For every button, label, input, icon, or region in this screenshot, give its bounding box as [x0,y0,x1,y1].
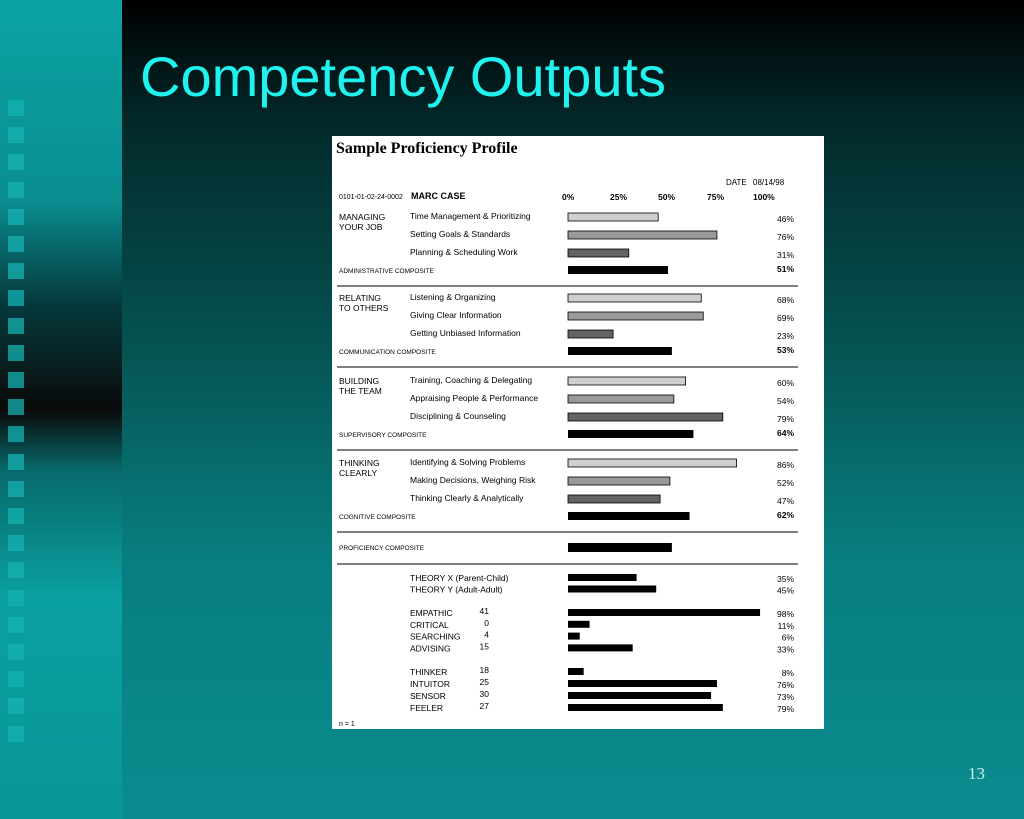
item-label: Appraising People & Performance [410,393,539,403]
lower-row-percent: 35% [776,574,794,584]
decorative-square [8,372,24,388]
item-percent: 47% [776,496,794,506]
scale-label: 50% [658,192,676,202]
composite-label: ADMINISTRATIVE COMPOSITE [339,268,434,275]
item-bar [568,330,613,338]
document-title: Sample Proficiency Profile [336,140,518,157]
decorative-square [8,345,24,361]
item-label: Getting Unbiased Information [410,328,521,338]
lower-row-label: CRITICAL [410,619,449,630]
item-percent: 76% [776,232,794,242]
decorative-square [8,209,24,225]
item-percent: 79% [776,414,794,424]
lower-row-bar [568,621,590,628]
lower-row-bar [568,574,637,581]
group-heading: THE TEAM [339,386,382,396]
item-label: Identifying & Solving Problems [410,457,526,467]
composite-bar [568,266,668,274]
lower-row-percent: 45% [776,585,794,596]
decorative-square [8,454,24,470]
group-heading: MANAGING [339,212,386,222]
scale-label: 25% [610,192,628,202]
group-heading: THINKING [339,458,380,468]
date-value: 08/14/98 [753,178,785,187]
decorative-square [8,318,24,334]
group-heading: YOUR JOB [339,222,383,232]
group-heading: CLEARLY [339,468,378,478]
slide-title: Competency Outputs [140,45,667,108]
composite-percent: 53% [776,345,794,355]
decorative-square [8,508,24,524]
item-bar [568,495,660,503]
lower-row-count: 4 [484,629,489,640]
lower-row-count: 18 [479,665,489,675]
proficiency-profile-document [332,136,824,729]
lower-row-percent: 8% [781,668,794,678]
decorative-square [8,535,24,551]
lower-row-label: THEORY Y (Adult-Adult) [410,584,503,595]
composite-bar [568,512,690,520]
item-bar [568,413,723,421]
composite-label: COGNITIVE COMPOSITE [339,514,416,521]
lower-row-bar [568,668,584,675]
item-label: Time Management & Prioritizing [410,211,531,221]
decorative-square [8,590,24,606]
lower-row-count: 15 [479,641,489,652]
lower-row-count: 25 [479,677,489,687]
decorative-square [8,127,24,143]
item-percent: 31% [776,250,794,260]
item-bar [568,312,703,320]
lower-row-label: ADVISING [410,643,451,654]
decorative-square [8,154,24,170]
lower-row-label: SENSOR [410,691,446,701]
decorative-square [8,263,24,279]
date-label: DATE [726,178,747,187]
item-label: Giving Clear Information [410,310,502,320]
lower-row-label: FEELER [410,703,444,713]
item-percent: 52% [776,478,794,488]
lower-row-bar [568,692,711,699]
proficiency-chart [332,136,824,729]
composite-bar [568,347,672,355]
item-bar [568,231,717,239]
decorative-square [8,236,24,252]
item-label: Making Decisions, Weighing Risk [410,475,536,485]
page-number: 13 [968,764,985,783]
item-label: Disciplining & Counseling [410,411,506,421]
decorative-square [8,671,24,687]
lower-row-percent: 73% [776,692,794,702]
lower-row-bar [568,633,580,640]
lower-row-bar [568,680,717,687]
lower-row-percent: 6% [781,632,794,643]
item-bar [568,294,701,302]
item-percent: 54% [776,396,794,406]
item-percent: 69% [776,313,794,323]
item-percent: 68% [776,295,794,305]
decorative-square [8,562,24,578]
item-percent: 60% [776,378,794,388]
composite-percent: 62% [776,510,794,520]
item-bar [568,377,686,385]
decorative-square [8,644,24,660]
item-bar [568,249,629,257]
decorative-square [8,182,24,198]
decorative-square [8,726,24,742]
composite-label: COMMUNICATION COMPOSITE [339,349,436,356]
composite-label: SUPERVISORY COMPOSITE [339,432,427,439]
person-name: MARC CASE [411,191,466,201]
item-bar [568,477,670,485]
lower-row-bar [568,644,633,651]
lower-row-percent: 98% [776,609,794,619]
item-percent: 86% [776,460,794,470]
item-label: Thinking Clearly & Analytically [410,493,524,503]
lower-row-count: 0 [484,617,489,628]
composite-percent: 51% [776,264,794,274]
decorative-square [8,426,24,442]
group-heading: TO OTHERS [339,303,389,313]
lower-row-bar [568,609,760,616]
proficiency-composite-label: PROFICIENCY COMPOSITE [339,545,425,552]
item-bar [568,459,737,467]
scale-label: 100% [753,192,775,202]
lower-row-bar [568,704,723,711]
lower-row-percent: 79% [776,704,794,714]
item-label: Setting Goals & Standards [410,229,511,239]
decorative-square [8,399,24,415]
group-heading: BUILDING [339,376,380,386]
item-label: Training, Coaching & Delegating [410,375,533,385]
item-bar [568,213,658,221]
decorative-square [8,617,24,633]
lower-row-label: THEORY X (Parent-Child) [410,573,509,583]
item-label: Listening & Organizing [410,292,496,302]
id-number: 0101-01-02-24-0002 [339,194,403,201]
scale-label: 0% [562,192,575,202]
decorative-square [8,290,24,306]
lower-row-label: EMPATHIC [410,608,453,618]
decorative-square [8,100,24,116]
proficiency-composite-bar [568,543,672,552]
lower-row-label: THINKER [410,667,448,677]
item-percent: 46% [776,214,794,224]
group-heading: RELATING [339,293,381,303]
lower-row-percent: 33% [776,644,794,655]
item-percent: 23% [776,331,794,341]
lower-row-percent: 11% [777,620,794,631]
item-label: Planning & Scheduling Work [410,247,518,257]
scale-label: 75% [707,192,725,202]
lower-row-bar [568,586,656,593]
composite-percent: 64% [776,428,794,438]
footnote: n = 1 [339,721,355,728]
lower-row-label: SEARCHING [410,631,461,642]
lower-row-count: 41 [479,606,489,616]
composite-bar [568,430,693,438]
decorative-square [8,481,24,497]
item-bar [568,395,674,403]
lower-row-count: 27 [479,701,489,711]
lower-row-label: INTUITOR [410,679,450,689]
lower-row-percent: 76% [776,680,794,690]
decorative-square [8,698,24,714]
lower-row-count: 30 [479,689,489,699]
